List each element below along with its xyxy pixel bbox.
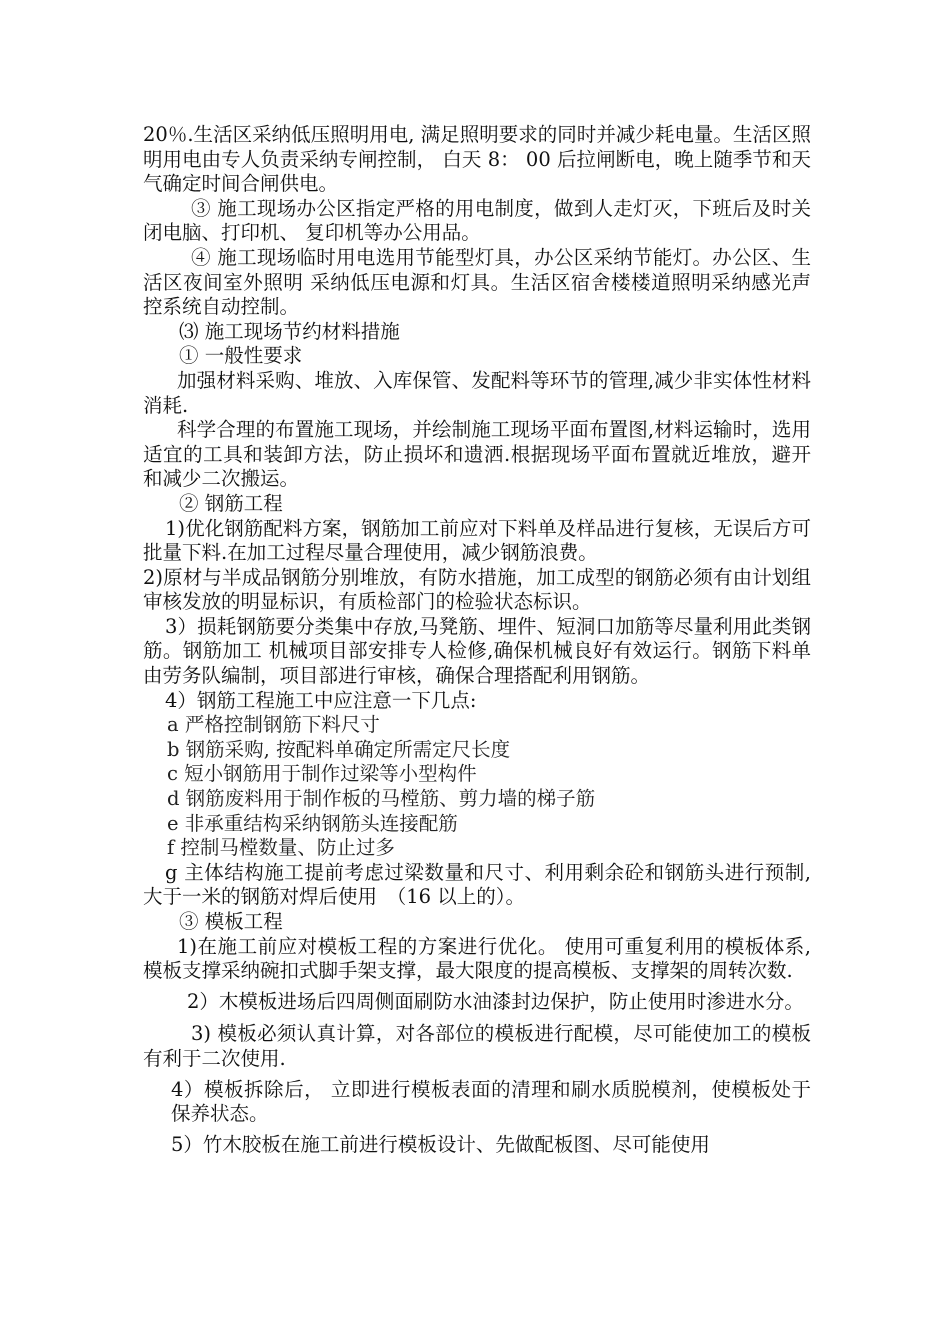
paragraph-formwork-item-4: 4）模板拆除后， 立即进行模板表面的清理和刷水质脱模剂，使模板处于保养状态。: [171, 1077, 811, 1126]
paragraph-site-layout: 科学合理的布置施工现场，并绘制施工现场平面布置图,材料运输时，选用适宜的工具和装卸方法，防止损坏和遗洒.根据现场平面布置就近堆放，避开和减少二次搬运。: [143, 418, 811, 491]
list-item-c: c 短小钢筋用于制作过梁等小型构件: [167, 762, 477, 786]
paragraph-lighting-usage: 20％.生活区采纳低压照明用电, 满足照明要求的同时并减少耗电量。生活区照明用电由专人负责采纳专闸控制， 白天 8： 00 后拉闸断电，晚上随季节和天气确定时间合闸供电。: [143, 123, 811, 196]
list-item-e: e 非承重结构采纳钢筋头连接配筋: [167, 811, 458, 835]
subheading-rebar-works: ② 钢筋工程: [179, 491, 283, 515]
paragraph-rebar-item-4: 4）钢筋工程施工中应注意一下几点:: [165, 688, 477, 712]
paragraph-office-power-rules: ③ 施工现场办公区指定严格的用电制度，做到人走灯灭，下班后及时关闭电脑、打印机、 复印机等办公用品。: [143, 196, 811, 245]
paragraph-formwork-item-2: 2）木模板进场后四周侧面刷防水油漆封边保护，防止使用时渗进水分。: [187, 989, 804, 1013]
list-item-f: f 控制马樘数量、防止过多: [167, 836, 395, 860]
section-heading-material-saving: ⑶ 施工现场节约材料措施: [179, 319, 400, 343]
document-body: [143, 123, 811, 1157]
paragraph-rebar-item-2: 2)原材与半成品钢筋分别堆放，有防水措施，加工成型的钢筋必须有由计划组审核发放的明显标识，有质检部门的检验状态标识。: [143, 565, 811, 614]
paragraph-formwork-item-3: 3) 模板必须认真计算，对各部位的模板进行配模，尽可能使加工的模板有利于二次使用.: [143, 1022, 811, 1070]
paragraph-material-management: 加强材料采购、堆放、入库保管、发配料等环节的管理,减少非实体性材料消耗.: [143, 368, 811, 417]
subheading-general-requirements: ① 一般性要求: [179, 344, 303, 368]
list-item-b: b 钢筋采购, 按配料单确定所需定尺长度: [167, 737, 511, 761]
paragraph-rebar-item-1: 1)优化钢筋配料方案，钢筋加工前应对下料单及样品进行复核，无误后方可批量下料.在加工过程尽量合理使用，减少钢筋浪费。: [143, 516, 811, 565]
list-item-g: g 主体结构施工提前考虑过梁数量和尺寸、利用剩余砼和钢筋头进行预制, 大于一米的钢筋对焊后使用 （16 以上的）。: [143, 860, 811, 909]
paragraph-formwork-item-5: 5）竹木胶板在施工前进行模板设计、先做配板图、尽可能使用: [171, 1132, 710, 1156]
paragraph-formwork-item-1: 1)在施工前应对模板工程的方案进行优化。 使用可重复利用的模板体系, 模板支撑采纳碗扣式脚手架支撑，最大限度的提高模板、支撑架的周转次数.: [143, 934, 811, 983]
paragraph-energy-saving-lamps: ④ 施工现场临时用电选用节能型灯具，办公区采纳节能灯。办公区、生活区夜间室外照明 采纳低压电源和灯具。生活区宿舍楼楼道照明采纳感光声控系统自动控制。: [143, 245, 811, 319]
subheading-formwork: ③ 模板工程: [179, 910, 283, 933]
list-item-d: d 钢筋废料用于制作板的马樘筋、剪力墙的梯子筋: [167, 787, 596, 811]
list-item-a: a 严格控制钢筋下料尺寸: [167, 713, 380, 737]
paragraph-rebar-item-3: 3）损耗钢筋要分类集中存放,马凳筋、埋件、短洞口加筋等尽量利用此类钢筋。钢筋加工 机械项目部安排专人检修,确保机械良好有效运行。钢筋下料单由劳务队编制，项目部进行审核，确保合理搭配利用钢筋。: [143, 614, 811, 688]
